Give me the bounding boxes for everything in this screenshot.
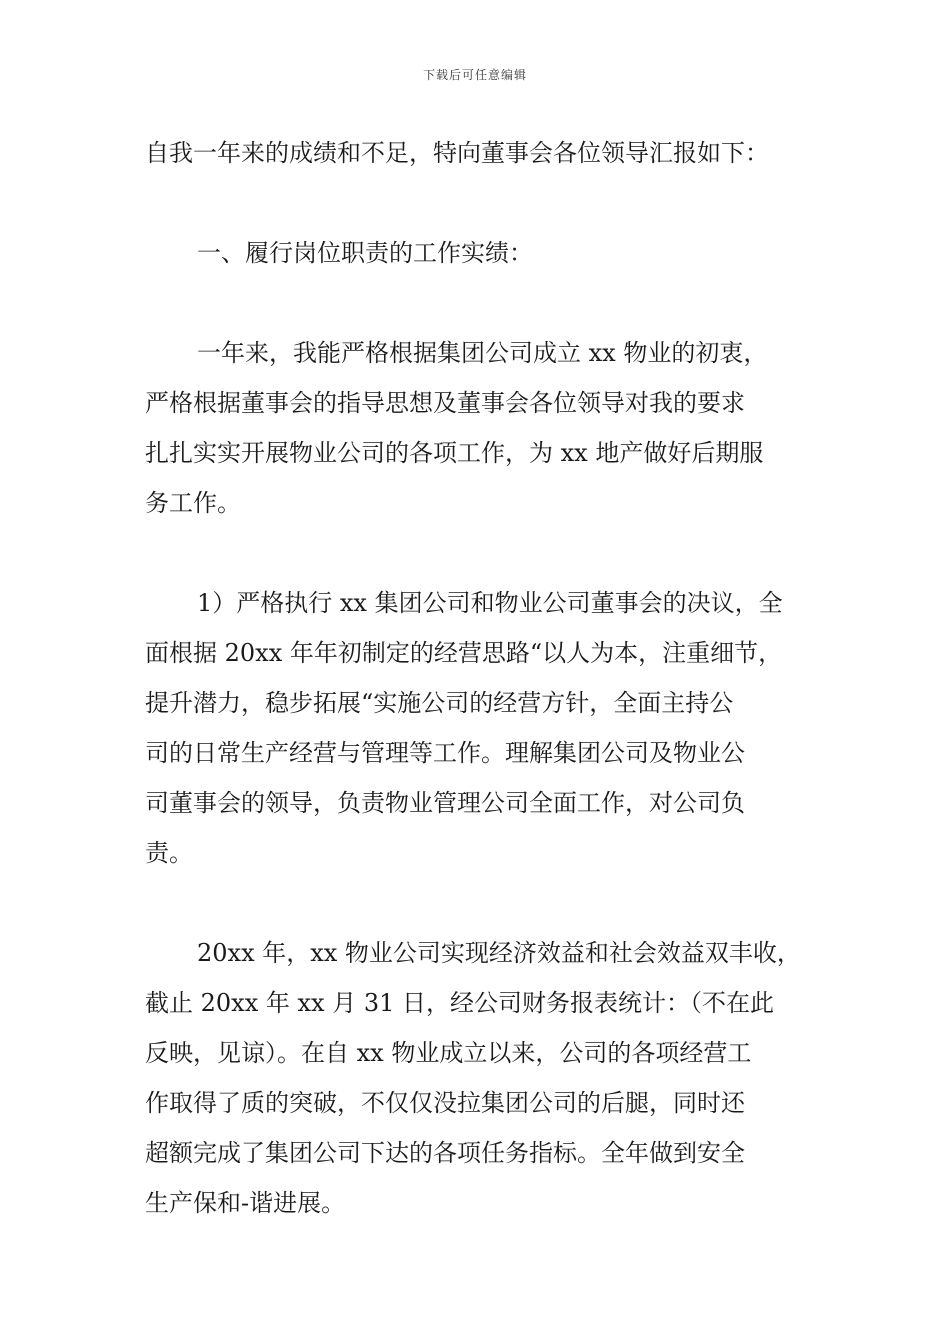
intro-paragraph xyxy=(145,128,810,178)
text-line: 一、履行岗位职责的工作实绩： xyxy=(197,239,533,267)
body-paragraph xyxy=(145,328,810,528)
text-line: 生产保和-谐进展。 xyxy=(145,1189,346,1217)
text-line: 司董事会的领导，负责物业管理公司全面工作，对公司负 xyxy=(145,789,745,817)
text-line: 反映，见谅）。在自 xx 物业成立以来，公司的各项经营工 xyxy=(145,1039,752,1067)
text-line: 一年来，我能严格根据集团公司成立 xx 物业的初衷， xyxy=(197,339,768,367)
text-line: 务工作。 xyxy=(145,489,241,517)
text-line: 面根据 20xx 年年初制定的经营思路“以人为本，注重细节， xyxy=(145,639,783,667)
document-body xyxy=(145,128,810,1228)
text-line: 严格根据董事会的指导思想及董事会各位领导对我的要求 xyxy=(145,389,745,417)
text-line: 作取得了质的突破，不仅仅没拉集团公司的后腿，同时还 xyxy=(145,1089,745,1117)
body-paragraph xyxy=(145,928,810,1228)
text-line: 超额完成了集团公司下达的各项任务指标。全年做到安全 xyxy=(145,1139,745,1167)
text-line: 责。 xyxy=(145,839,193,867)
text-line: 20xx 年，xx 物业公司实现经济效益和社会效益双丰收， xyxy=(197,939,801,967)
text-line: 自我一年来的成绩和不足，特向董事会各位领导汇报如下： xyxy=(145,139,769,167)
text-line: 提升潜力，稳步拓展“实施公司的经营方针，全面主持公 xyxy=(145,689,734,717)
text-line: 扎扎实实开展物业公司的各项工作，为 xx 地产做好后期服 xyxy=(145,439,764,467)
text-line: 截止 20xx 年 xx 月 31 日，经公司财务报表统计：（不在此 xyxy=(145,989,774,1017)
text-line: 司的日常生产经营与管理等工作。理解集团公司及物业公 xyxy=(145,739,745,767)
body-paragraph xyxy=(145,578,810,878)
text-line: 1）严格执行 xx 集团公司和物业公司董事会的决议，全 xyxy=(197,589,783,617)
section-heading xyxy=(145,228,810,278)
page-header: 下载后可任意编辑 xyxy=(422,68,527,82)
